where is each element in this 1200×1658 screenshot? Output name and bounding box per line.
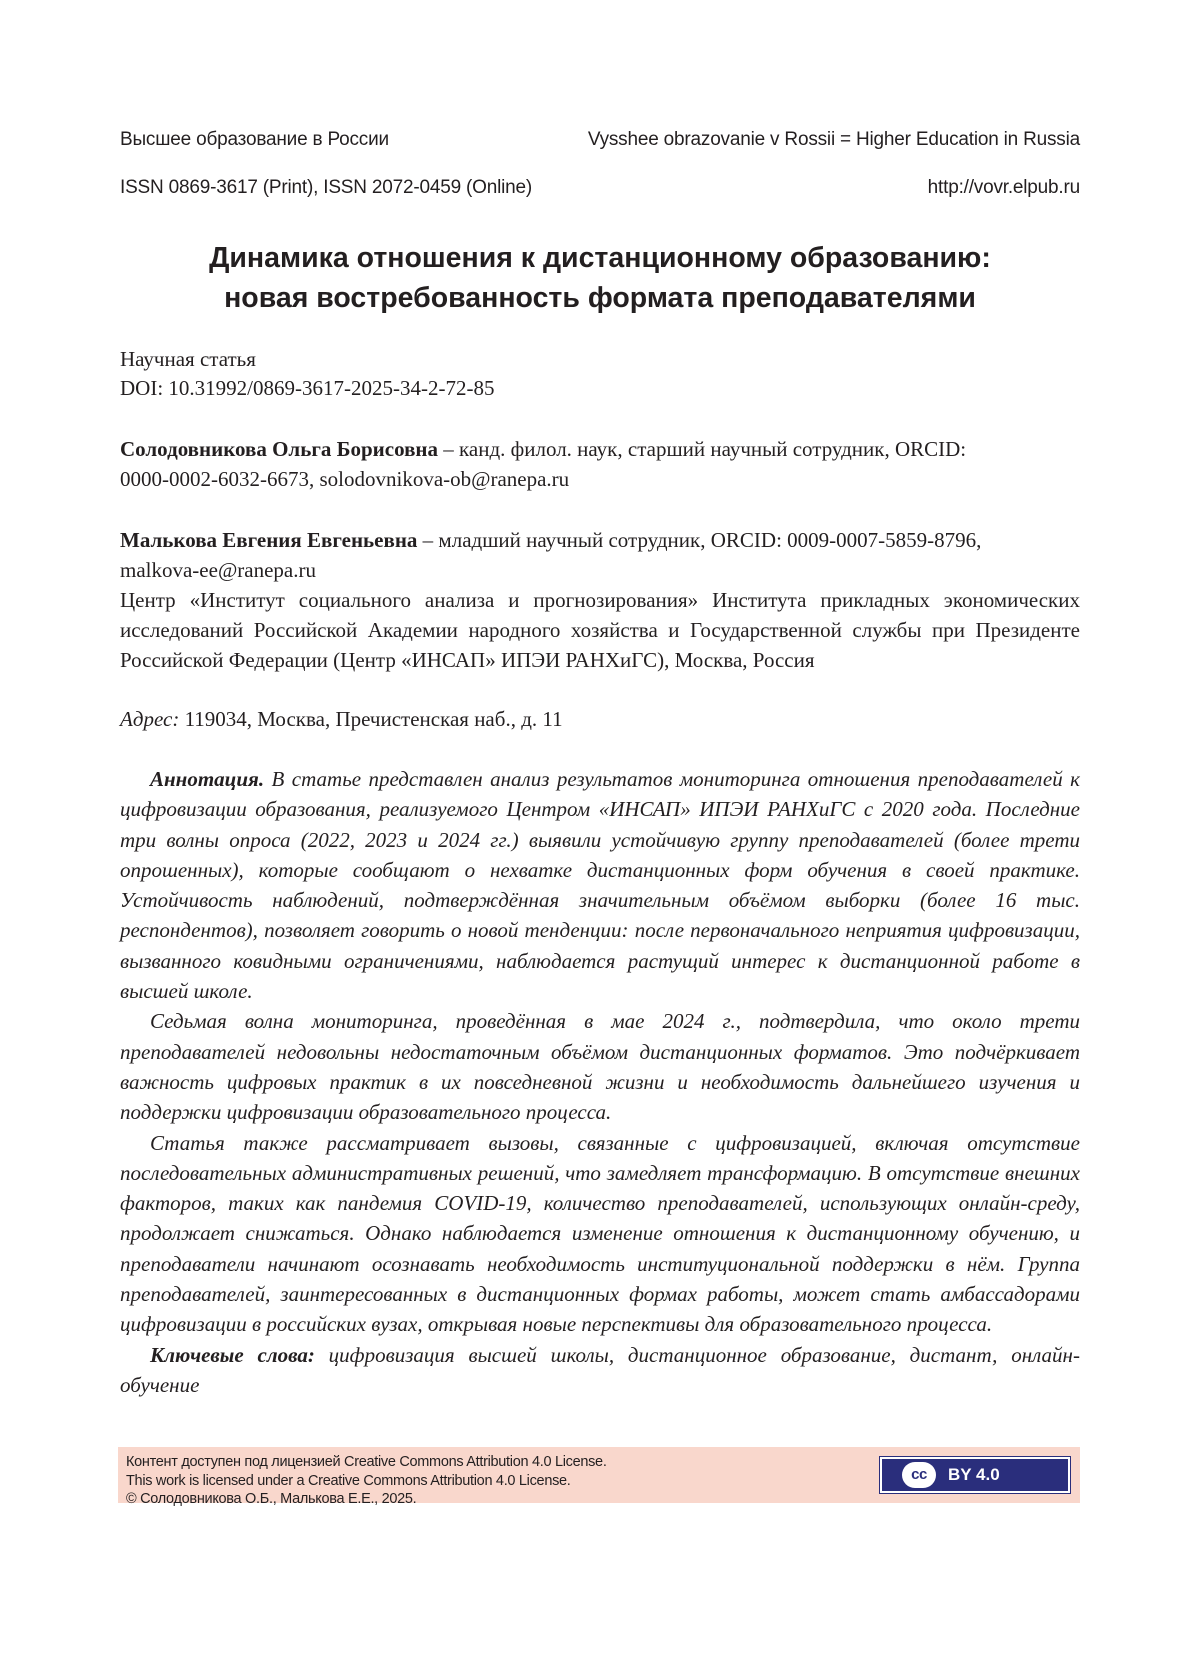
author-2-email[interactable]: malkova-ee@ranepa.ru xyxy=(120,558,316,582)
keywords-label: Ключевые слова: xyxy=(150,1342,315,1367)
license-line-en: This work is licensed under a Creative Commons Attribution 4.0 License. xyxy=(126,1472,571,1489)
cc-badge-text: BY 4.0 xyxy=(948,1465,1000,1484)
journal-url[interactable]: http://vovr.elpub.ru xyxy=(927,177,1080,198)
keywords-text: цифровизация высшей школы, дистанционное образование, дистант, онлайн-обучение xyxy=(120,1342,1080,1397)
author-2-details: – младший научный сотрудник, ORCID: 0009-0007-5859-8796, xyxy=(417,528,982,552)
article-type: Научная статья xyxy=(120,347,256,371)
address-label: Адрес: xyxy=(120,707,180,731)
abstract xyxy=(120,764,1080,1400)
copyright-line: © Солодовникова О.Б., Малькова Е.Е., 2025. xyxy=(126,1491,417,1507)
journal-issn: ISSN 0869-3617 (Print), ISSN 2072-0459 (Online) xyxy=(120,177,532,198)
license-box xyxy=(118,1447,1080,1507)
abstract-p1-text: В статье представлен анализ результатов мониторинга отношения преподавателей к цифровизации образования, реализуемого Центром «ИНСАП» ИПЭИ РАНХиГС с 2020 года. Последние три волны опроса (2022, 2023 и 2024 гг.) выявили устойчивую группу преподавателей (более трети опрошенных), которые сообщают о нехватке дистанционных форм обучения в своей практике. Устойчивость наблюдений, подтверждённая значительным объёмом выборки (более 16 тыс. респондентов), позволяет говорить о новой тенденции: после первоначального неприятия цифровизации, вызванного ковидными ограничениями, наблюдается растущий интерес к дистанционной работе в высшей школе. xyxy=(120,767,1080,1004)
author-1 xyxy=(120,434,1080,494)
author-2 xyxy=(120,525,1080,585)
journal-name-ru: Высшее образование в России xyxy=(120,129,389,150)
abstract-paragraph-3: Статья также рассматривает вызовы, связанные с цифровизацией, включая отсутствие последовательных административных решений, что замедляет трансформацию. В отсутствие внешних факторов, таких как пандемия COVID-19, количество преподавателей, использующих онлайн-среду, продолжает снижаться. Однако наблюдается изменение отношения к дистанционному обучению, и преподаватели начинают осознавать необходимость институциональной поддержки в нём. Группа преподавателей, заинтересованных в дистанционных формах работы, может стать амбассадорами цифровизации в российских вузах, открывая новые перспективы для образовательного процесса. xyxy=(120,1130,1080,1337)
article-doi[interactable]: DOI: 10.31992/0869-3617-2025-34-2-72-85 xyxy=(120,376,495,400)
address xyxy=(120,704,1080,734)
address-text: 119034, Москва, Пречистенская наб., д. 11 xyxy=(179,707,563,731)
abstract-paragraph-2: Седьмая волна мониторинга, проведённая в мае 2024 г., подтвердила, что около трети преподавателей недовольны недостаточным объёмом дистанционных форматов. Это подчёркивает важность цифровых практик в их повседневной жизни и необходимость дальнейшего изучения и поддержки цифровизации образовательного процесса. xyxy=(120,1009,1080,1125)
license-text xyxy=(126,1453,607,1509)
cc-logo-icon: cc xyxy=(902,1462,936,1488)
journal-name-en: Vysshee obrazovanie v Rossii = Higher Education in Russia xyxy=(587,129,1080,150)
title-line-1: Динамика отношения к дистанционному образованию: xyxy=(209,242,991,274)
author-1-details: – канд. филол. наук, старший научный сотрудник, ORCID: xyxy=(438,437,967,461)
journal-issn-row xyxy=(120,177,1080,199)
author-2-name: Малькова Евгения Евгеньевна xyxy=(120,528,418,552)
license-line-ru: Контент доступен под лицензией Creative Commons Attribution 4.0 License. xyxy=(126,1454,607,1470)
abstract-label: Аннотация. xyxy=(150,767,265,791)
affiliation: Центр «Институт социального анализа и прогнозирования» Института прикладных экономических исследований Российской Академии народного хозяйства и Государственной службы при Президенте Российской Федерации (Центр «ИНСАП» ИПЭИ РАНХиГС), Москва, Россия xyxy=(120,588,1080,672)
author-1-orcid-email[interactable]: 0000-0002-6032-6673, solodovnikova-ob@ranepa.ru xyxy=(120,467,570,491)
article-meta xyxy=(120,345,1080,403)
journal-header xyxy=(120,129,1080,151)
cc-by-badge[interactable] xyxy=(880,1457,1070,1493)
title-line-2: новая востребованность формата преподавателями xyxy=(224,282,976,314)
abstract-paragraph-1 xyxy=(120,764,1080,1006)
article-title xyxy=(120,238,1080,318)
author-1-name: Солодовникова Ольга Борисовна xyxy=(120,437,439,461)
keywords xyxy=(120,1340,1080,1401)
